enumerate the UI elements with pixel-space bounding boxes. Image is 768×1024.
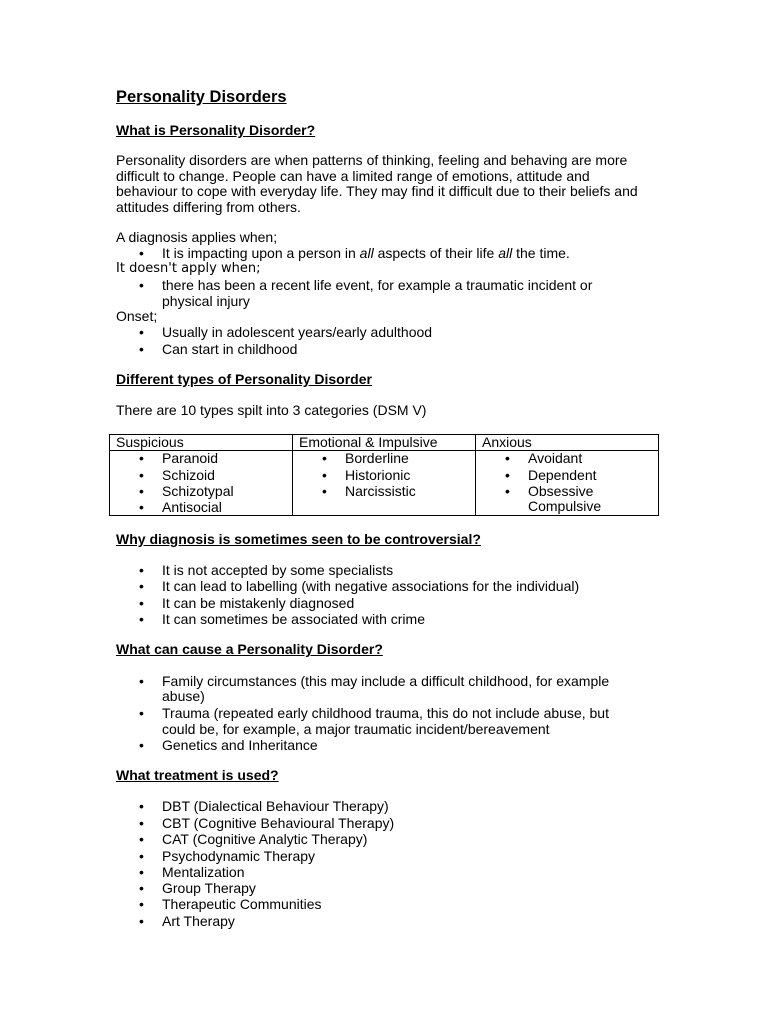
doesnt-apply-label: It doesn't apply when;: [116, 261, 261, 276]
emphasis-text: all: [498, 245, 513, 261]
onset-item: Usually in adolescent years/early adulthood: [162, 324, 433, 340]
page-title: Personality Disorders: [116, 88, 287, 106]
text-run: It is impacting upon a person in: [162, 245, 360, 261]
bullet-icon: •: [139, 673, 144, 689]
diagnosis-label: A diagnosis applies when;: [116, 229, 278, 245]
table-header-anxious: Anxious: [482, 434, 532, 450]
diagnosis-item: [162, 245, 570, 261]
bullet-icon: •: [139, 467, 144, 483]
onset-item: Can start in childhood: [162, 341, 298, 357]
treatment-item: Art Therapy: [162, 913, 235, 929]
treatment-item: CBT (Cognitive Behavioural Therapy): [162, 815, 395, 831]
table-cell: Antisocial: [162, 499, 222, 515]
table-cell: Avoidant: [528, 450, 583, 466]
table-cell: Narcissistic: [345, 483, 416, 499]
doesnt-apply-line: there has been a recent life event, for example a traumatic incident or: [162, 277, 593, 293]
doesnt-apply-line: physical injury: [162, 293, 250, 309]
intro-line: difficult to change. People can have a limited range of emotions, attitude and: [116, 168, 590, 184]
column-divider: [475, 435, 476, 515]
bullet-icon: •: [139, 324, 144, 340]
treatment-item: Mentalization: [162, 864, 245, 880]
cause-item: Family circumstances (this may include a difficult childhood, for example: [162, 673, 610, 689]
bullet-icon: •: [139, 595, 144, 611]
table-cell: Paranoid: [162, 450, 219, 466]
table-cell: Historionic: [345, 467, 411, 483]
treatment-item: DBT (Dialectical Behaviour Therapy): [162, 798, 389, 814]
bullet-icon: •: [505, 467, 510, 483]
bullet-icon: •: [139, 864, 144, 880]
table-cell: Borderline: [345, 450, 409, 466]
controversial-heading: Why diagnosis is sometimes seen to be controversial?: [116, 531, 481, 547]
controversial-item: It is not accepted by some specialists: [162, 562, 394, 578]
bullet-icon: •: [505, 483, 510, 499]
table-cell: Obsessive: [528, 483, 594, 499]
bullet-icon: •: [139, 913, 144, 929]
treatment-item: Psychodynamic Therapy: [162, 848, 316, 864]
controversial-item: It can be mistakenly diagnosed: [162, 595, 355, 611]
treatment-item: Therapeutic Communities: [162, 896, 322, 912]
bullet-icon: •: [139, 705, 144, 721]
bullet-icon: •: [505, 450, 510, 466]
text-run: aspects of their life: [373, 245, 499, 261]
bullet-icon: •: [322, 467, 327, 483]
bullet-icon: •: [139, 245, 144, 261]
bullet-icon: •: [139, 798, 144, 814]
table-header-suspicious: Suspicious: [116, 434, 184, 450]
table-cell: Dependent: [528, 467, 597, 483]
bullet-icon: •: [139, 483, 144, 499]
table-cell: Compulsive: [528, 498, 602, 514]
what-heading: What is Personality Disorder?: [116, 122, 316, 138]
bullet-icon: •: [139, 880, 144, 896]
bullet-icon: •: [139, 578, 144, 594]
treatment-item: CAT (Cognitive Analytic Therapy): [162, 831, 368, 847]
bullet-icon: •: [139, 737, 144, 753]
controversial-item: It can sometimes be associated with crime: [162, 611, 425, 627]
table-header-emotional: Emotional & Impulsive: [299, 434, 438, 450]
bullet-icon: •: [139, 562, 144, 578]
table-cell: Schizotypal: [162, 483, 234, 499]
intro-line: behaviour to cope with everyday life. They may find it difficult due to their beliefs and: [116, 183, 638, 199]
bullet-icon: •: [139, 896, 144, 912]
bullet-icon: •: [322, 483, 327, 499]
cause-item: could be, for example, a major traumatic incident/bereavement: [162, 721, 550, 737]
bullet-icon: •: [139, 450, 144, 466]
bullet-icon: •: [139, 611, 144, 627]
text-run: the time.: [512, 245, 570, 261]
intro-line: attitudes differing from others.: [116, 199, 301, 215]
column-divider: [292, 435, 293, 515]
types-table: [109, 434, 659, 516]
types-heading: Different types of Personality Disorder: [116, 371, 372, 387]
table-cell: Schizoid: [162, 467, 215, 483]
bullet-icon: •: [139, 848, 144, 864]
cause-heading: What can cause a Personality Disorder?: [116, 641, 383, 657]
emphasis-text: all: [359, 245, 374, 261]
bullet-icon: •: [139, 499, 144, 515]
cause-item: abuse): [162, 688, 205, 704]
types-intro: There are 10 types spilt into 3 categories (DSM V): [116, 402, 427, 418]
treatment-heading: What treatment is used?: [116, 767, 279, 783]
bullet-icon: •: [139, 277, 144, 293]
onset-label: Onset;: [116, 308, 158, 324]
cause-item: Trauma (repeated early childhood trauma, this do not include abuse, but: [162, 705, 609, 721]
cause-item: Genetics and Inheritance: [162, 737, 318, 753]
bullet-icon: •: [139, 341, 144, 357]
bullet-icon: •: [322, 450, 327, 466]
bullet-icon: •: [139, 815, 144, 831]
treatment-item: Group Therapy: [162, 880, 256, 896]
bullet-icon: •: [139, 831, 144, 847]
intro-line: Personality disorders are when patterns of thinking, feeling and behaving are more: [116, 152, 628, 168]
controversial-item: It can lead to labelling (with negative associations for the individual): [162, 578, 580, 594]
